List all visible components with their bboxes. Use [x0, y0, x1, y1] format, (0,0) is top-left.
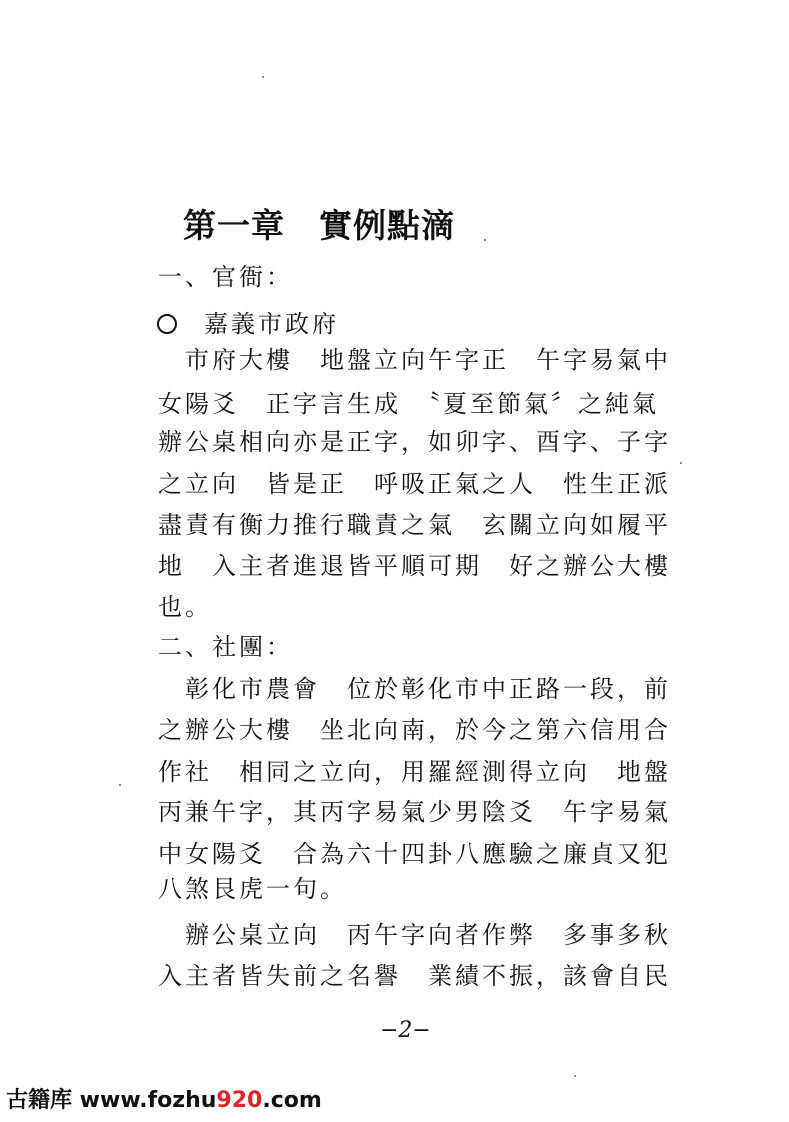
text-line: 中女陽爻 合為六十四卦八應驗之廉貞又犯 — [158, 840, 671, 868]
scan-speck — [574, 1075, 576, 1077]
text-line: 丙兼午字，其丙字易氣少男陰爻 午字易氣 — [158, 798, 671, 826]
text-line: 八煞艮虎一句。 — [158, 875, 347, 903]
watermark — [6, 1083, 322, 1114]
text-line: 女陽爻 正字言生成 〝夏至節氣〞之純氣 — [158, 390, 659, 418]
chapter-title: 第一章 實例點滴 — [183, 206, 455, 245]
scan-speck — [262, 76, 264, 78]
text-line: 之辦公大樓 坐北向南，於今之第六信用合 — [158, 716, 671, 744]
scan-speck — [119, 784, 121, 786]
text-line: 辦公桌立向 丙午字向者作弊 多事多秋 — [158, 921, 671, 949]
watermark-url-c: .com — [262, 1088, 322, 1113]
item-title: 嘉義市政府 — [204, 310, 339, 338]
text-line: 辦公桌相向亦是正字，如卯字、酉字、子字 — [158, 428, 671, 456]
watermark-prefix: 古籍库 — [6, 1088, 80, 1113]
text-line: 作社 相同之立向，用羅經測得立向 地盤 — [158, 758, 671, 786]
text-line: 入主者皆失前之名譽 業績不振，該會自民 — [158, 962, 671, 990]
scan-speck — [484, 239, 486, 241]
text-line: 也。 — [158, 593, 212, 621]
scan-speck — [680, 462, 682, 464]
circle-marker — [157, 314, 177, 334]
section-heading-2: 二、社團： — [158, 633, 293, 661]
text-line: 之立向 皆是正 呼吸正氣之人 性生正派 — [158, 470, 671, 498]
section-heading-1: 一、官衙： — [158, 263, 293, 291]
text-line: 盡責有衡力推行職責之氣 玄關立向如履平 — [158, 511, 671, 539]
text-line: 地 入主者進退皆平順可期 好之辦公大樓 — [158, 552, 671, 580]
text-line: 市府大樓 地盤立向午字正 午字易氣中 — [158, 346, 671, 374]
watermark-url-a: www.fozhu — [79, 1088, 217, 1113]
text-line: 彰化市農會 位於彰化市中正路一段，前 — [158, 675, 671, 703]
watermark-url-b: 920 — [216, 1088, 263, 1113]
page-number: −2− — [380, 1018, 431, 1043]
